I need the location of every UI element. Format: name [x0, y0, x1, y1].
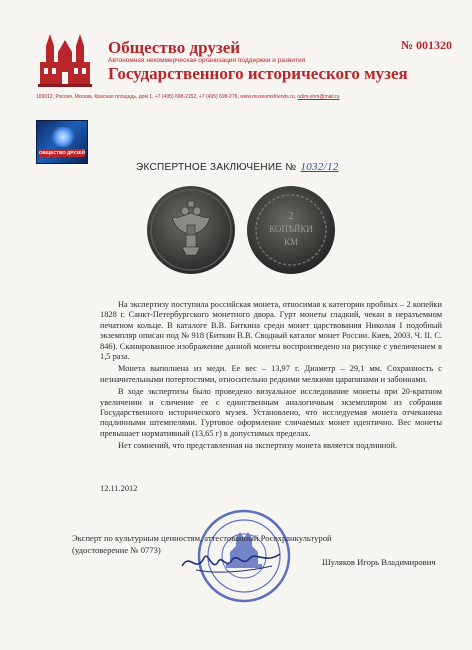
expert-signature-block [72, 532, 462, 567]
coin-denomination: 2 [288, 210, 294, 222]
museum-logo-icon [36, 32, 94, 90]
coin-obverse-image [146, 185, 236, 275]
title-number: 1032/12 [300, 161, 339, 173]
org-name-line2: Государственного исторического музея [108, 64, 408, 83]
expert-title: Эксперт по культурным ценностям, аттестованный Росохранкультурой [72, 533, 332, 543]
body-paragraph: Нет сомнений, что представленная на экспертизу монета является подлинной. [118, 441, 398, 451]
certificate-date: 12.11.2012 [100, 484, 138, 493]
coin-denomination-word: КОПѢЙКИ [269, 224, 313, 234]
body-paragraph: Монета выполнена из меди. Ее вес – 13,97 г. Диаметр – 29,1 мм. Сохранность с незначительными потертостями, относительно редкими мелкими царапинами и забоинами. [100, 364, 442, 384]
document-number: № 001320 [400, 38, 452, 52]
org-address [36, 94, 456, 100]
org-name-line1: Общество друзей [108, 38, 241, 57]
org-subline: Автономная некоммерческая организация поддержки и развития [108, 57, 306, 64]
body-paragraph: В ходе экспертизы было проведено визуальное исследование монеты при 20-кратном увеличении и сличение ее с единственным аналогичным экземпляром из собрания Государственного исторического музея. Установлено, что исследуемая монета отчеканена подлинными штемпелями. Гуртовое оформление сличаемых монет идентично. Вес монеты превышает нормативный (13,65 г) в допустимых пределах. [100, 387, 442, 438]
coin-reverse-image [246, 185, 336, 275]
email-link[interactable]: odim-shm@mail.ru [297, 94, 340, 100]
coin-mint-mark: КМ [283, 237, 299, 247]
expert-name: Шуляков Игорь Владимирович [322, 557, 436, 567]
certificate-body [100, 300, 442, 454]
body-paragraph: На экспертизу поступила российская монета, относимая к категории пробных – 2 копейки 1828 г. Санкт-Петербургского монетного двора. Гурт монеты гладкий, чекан в неразъемном печатном кольце. В каталоге В.В. Биткина среди монет царствования Николая I подобный экземпляр описан под № 918 (Биткин В.В. Сводный каталог монет России. Киев, 2003. Ч. II. С. 846). Сканированное изображение данной монеты воспроизведено на рисунке с увеличением в 1,5 раза. [100, 300, 442, 362]
document-title [136, 161, 339, 173]
title-label: ЭКСПЕРТНОЕ ЗАКЛЮЧЕНИЕ № [136, 162, 297, 173]
address-text: 109012, Россия, Москва, Красная площадь, дом 1, +7 (495) 698-2152, +7 (495) 698-276, www.museumsfriends.ru, [36, 94, 297, 100]
society-badge [36, 120, 88, 164]
badge-emblem-icon [51, 127, 75, 147]
expert-certificate: (удостоверение № 0773) [72, 545, 161, 555]
badge-caption: ОБЩЕСТВО ДРУЗЕЙ [38, 150, 86, 155]
